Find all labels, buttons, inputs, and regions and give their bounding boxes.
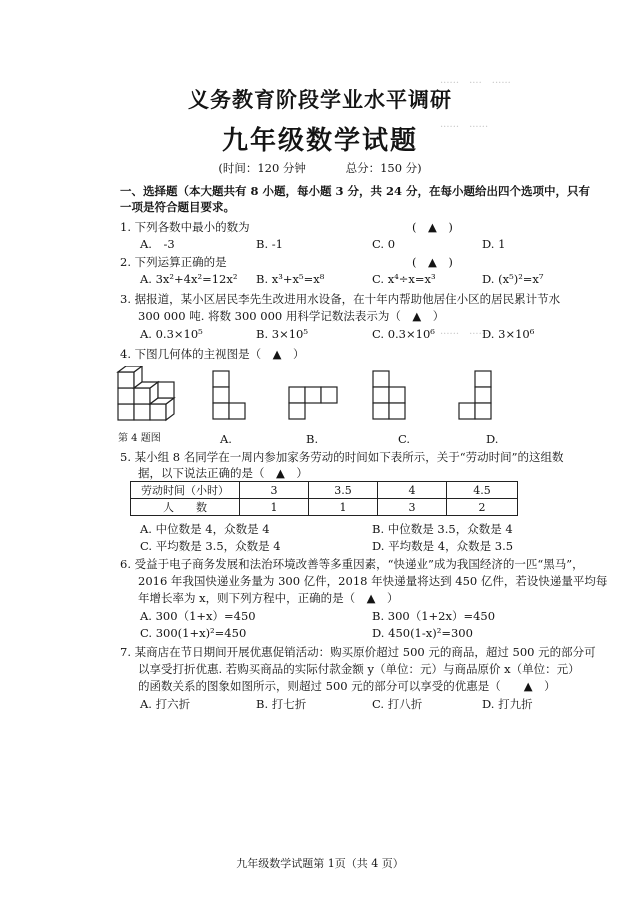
total-score: 总分：150 分) xyxy=(345,161,422,175)
option-b: B. 3×10⁵ xyxy=(256,327,308,341)
bleed-through-text: ······ ······ xyxy=(440,122,489,133)
figure-caption: 第 4 题图 xyxy=(118,433,161,444)
time-limit: (时间：120 分钟 xyxy=(218,161,306,175)
option-b: B. 中位数是 3.5，众数是 4 xyxy=(372,522,513,536)
question-7-line1: 7. 某商店在节日期间开展优惠促销活动：购买原价超过 500 元的商品，超过 500 元的部分可 xyxy=(120,645,596,659)
question-2-stem: 2. 下列运算正确的是 xyxy=(120,255,227,269)
question-3-line2: 300 000 吨. 将数 300 000 用科学记数法表示为（ ▲ ） xyxy=(138,309,445,323)
option-b: B. -1 xyxy=(256,237,283,251)
question-5-line1: 5. 某小组 8 名同学在一周内参加家务劳动的时间如下表所示，关于“劳动时间”的这组数 xyxy=(120,450,564,464)
table-cell: 1 xyxy=(309,499,378,516)
page-footer: 九年级数学试题第 1页（共 4 页） xyxy=(236,857,404,870)
table-cell: 3.5 xyxy=(309,482,378,499)
section-heading: 一、选择题（本大题共有 8 小题，每小题 3 分，共 24 分，在每小题给出四个选项中，只有 xyxy=(120,184,591,198)
option-a: A. 3x²+4x²=12x² xyxy=(140,272,238,286)
question-7-line3: 的函数关系的图象如图所示，则超过 500 元的部分可以享受的优惠是（ ▲ ） xyxy=(138,679,556,693)
option-c: C. x⁴÷x=x³ xyxy=(372,272,436,286)
table-cell: 4.5 xyxy=(447,482,518,499)
question-2-answer-slot: ( ▲ ) xyxy=(412,255,453,269)
table-header-cell: 劳动时间（小时） xyxy=(131,482,240,499)
table-cell: 3 xyxy=(240,482,309,499)
question-5-line2: 据，以下说法正确的是（ ▲ ） xyxy=(138,466,308,480)
option-a: A. 打六折 xyxy=(140,697,191,711)
bleed-through-text: ······ ···· ······ xyxy=(440,78,511,89)
option-a-view xyxy=(212,370,246,420)
option-b: B. xyxy=(306,432,319,446)
table-row xyxy=(131,482,518,499)
table-row xyxy=(131,499,518,516)
option-c-view xyxy=(372,370,406,420)
bleed-through-text: ······ ······ xyxy=(440,329,489,340)
option-b: B. 打七折 xyxy=(256,697,307,711)
option-a: A. 中位数是 4，众数是 4 xyxy=(140,522,270,536)
option-d: D. 450(1-x)²=300 xyxy=(372,626,473,640)
option-c: C. xyxy=(398,432,411,446)
question-6-line2: 2016 年我国快递业务量为 300 亿件，2018 年快递量将达到 450 亿件，若设快递量平均每 xyxy=(138,574,608,588)
option-c: C. 打八折 xyxy=(372,697,423,711)
option-c: C. 300(1+x)²=450 xyxy=(140,626,247,640)
table-header-cell: 人 数 xyxy=(131,499,240,516)
option-b: B. x³+x⁵=x⁸ xyxy=(256,272,325,286)
option-a: A. -3 xyxy=(140,237,175,251)
question-3-line1: 3. 据报道，某小区居民李先生改进用水设备，在十年内帮助他居住小区的居民累计节水 xyxy=(120,292,561,306)
question-1-stem: 1. 下列各数中最小的数为 xyxy=(120,220,250,234)
option-d: D. 打九折 xyxy=(482,697,533,711)
option-c: C. 0.3×10⁶ xyxy=(372,327,435,341)
option-c: C. 0 xyxy=(372,237,396,251)
option-d: D. 平均数是 4，众数是 3.5 xyxy=(372,539,514,553)
question-6-line3: 年增长率为 x，则下列方程中，正确的是（ ▲ ） xyxy=(138,591,399,605)
option-d: D. xyxy=(486,432,499,446)
option-d: D. 3×10⁶ xyxy=(482,327,535,341)
section-heading-cont: 一项是符合题目要求。 xyxy=(120,200,235,214)
option-b: B. 300（1+2x）=450 xyxy=(372,609,496,623)
option-a: A. 300（1+x）=450 xyxy=(140,609,256,623)
table-cell: 1 xyxy=(240,499,309,516)
option-d: D. 1 xyxy=(482,237,506,251)
table-cell: 3 xyxy=(378,499,447,516)
exam-header-title: 义务教育阶段学业水平调研 xyxy=(188,87,452,112)
question-1-answer-slot: ( ▲ ) xyxy=(412,220,453,234)
option-a: A. 0.3×10⁵ xyxy=(140,327,203,341)
option-d: D. (x⁵)²=x⁷ xyxy=(482,272,544,286)
option-c: C. 平均数是 3.5，众数是 4 xyxy=(140,539,281,553)
option-b-view xyxy=(288,386,338,420)
exam-meta xyxy=(0,160,640,176)
solid-figure xyxy=(116,366,180,424)
question-7-line2: 以享受打折优惠. 若购买商品的实际付款金额 y（单位：元）与商品原价 x（单位：元） xyxy=(138,662,580,676)
option-a: A. xyxy=(220,432,232,446)
question-6-line1: 6. 受益于电子商务发展和法治环境改善等多重因素，“快递业”成为我国经济的一匹“黑马”， xyxy=(120,557,584,571)
question-4-stem: 4. 下图几何体的主视图是（ ▲ ） xyxy=(120,347,305,361)
table-cell: 2 xyxy=(447,499,518,516)
labor-time-table xyxy=(130,481,518,516)
exam-subject-title: 九年级数学试题 xyxy=(221,126,418,156)
option-d-view xyxy=(458,370,492,420)
table-cell: 4 xyxy=(378,482,447,499)
